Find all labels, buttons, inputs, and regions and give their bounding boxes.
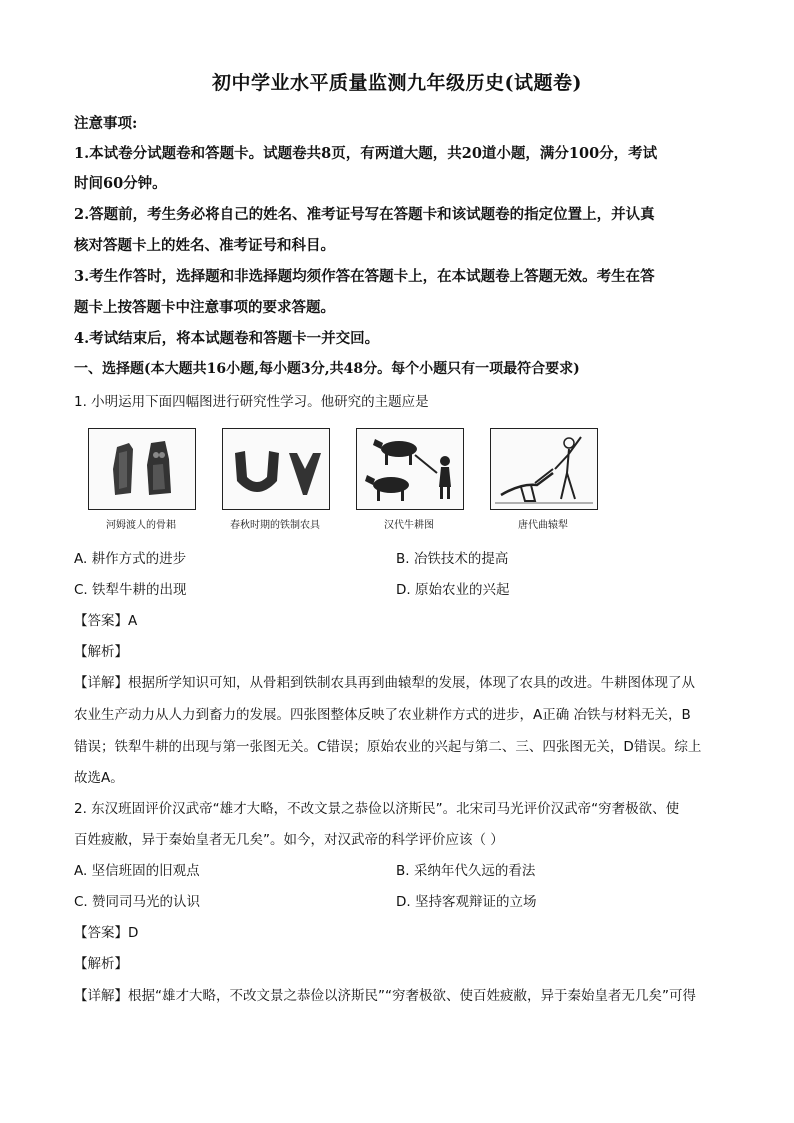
ox-plough-figure: [356, 428, 464, 510]
q1-answer: 【答案】A: [74, 613, 138, 629]
q1-option-c: C. 铁犁牛耕的出现: [74, 582, 187, 598]
notice-1b: 时间60分钟。: [74, 175, 167, 192]
q2-option-b: B. 采纳年代久远的看法: [396, 863, 536, 879]
iron-tools-figure: [222, 428, 330, 510]
caption-3: 汉代牛耕图: [384, 520, 434, 531]
bone-spade-figure: [88, 428, 196, 510]
page-title: 初中学业水平质量监测九年级历史(试题卷): [212, 72, 582, 94]
notice-3a: 3.考生作答时，选择题和非选择题均须作答在答题卡上，在本试题卷上答题无效。考生在答: [74, 268, 655, 285]
q2-analysis: 【解析】: [74, 956, 128, 972]
q2-answer: 【答案】D: [74, 925, 139, 941]
notice-4: 4.考试结束后，将本试题卷和答题卡一并交回。: [74, 330, 380, 347]
q1-option-d: D. 原始农业的兴起: [396, 582, 510, 598]
q2-stem-2: 百姓疲敝，异于秦始皇者无几矣”。如今，对汉武帝的科学评价应该（ ）: [74, 832, 504, 848]
section-1-heading: 一、选择题(本大题共16小题,每小题3分,共48分。每个小题只有一项最符合要求): [74, 361, 580, 377]
notice-2a: 2.答题前，考生务必将自己的姓名、准考证号写在答题卡和该试题卷的指定位置上，并认真: [74, 206, 655, 223]
caption-1: 河姆渡人的骨耜: [106, 520, 176, 531]
notice-heading: 注意事项:: [74, 115, 138, 132]
q2-option-c: C. 赞同司马光的认识: [74, 894, 201, 910]
q1-detail-2: 农业生产动力从人力到畜力的发展。四张图整体反映了农业耕作方式的进步，A正确 冶铁与材料无关，B: [74, 707, 691, 723]
q2-stem-1: 2. 东汉班固评价汉武帝“雄才大略，不改文景之恭俭以济斯民”。北宋司马光评价汉武帝“穷奢极欲、使: [74, 801, 680, 817]
q1-detail-3: 错误；铁犁牛耕的出现与第一张图无关。C错误；原始农业的兴起与第二、三、四张图无关，D错误。综上: [74, 739, 702, 755]
q1-option-b: B. 冶铁技术的提高: [396, 551, 509, 567]
q1-stem: 1. 小明运用下面四幅图进行研究性学习。他研究的主题应是: [74, 394, 429, 410]
caption-2: 春秋时期的铁制农具: [230, 520, 320, 531]
q1-figures: [88, 428, 600, 538]
notice-3b: 题卡上按答题卡中注意事项的要求答题。: [74, 299, 335, 316]
q1-analysis: 【解析】: [74, 644, 128, 660]
curved-plough-figure: [490, 428, 598, 510]
q2-detail-1: 【详解】根据“雄才大略，不改文景之恭俭以济斯民”“穷奢极欲、使百姓疲敝，异于秦始皇者无几矣”可得: [74, 988, 696, 1004]
q1-detail-1: 【详解】根据所学知识可知，从骨耜到铁制农具再到曲辕犁的发展，体现了农具的改进。牛耕图体现了从: [74, 675, 695, 691]
q1-option-a: A. 耕作方式的进步: [74, 551, 187, 567]
q2-option-a: A. 坚信班固的旧观点: [74, 863, 200, 879]
notice-1a: 1.本试卷分试题卷和答题卡。试题卷共8页，有两道大题，共20道小题，满分100分，考试: [74, 145, 658, 162]
q2-option-d: D. 坚持客观辩证的立场: [396, 894, 537, 910]
caption-4: 唐代曲辕犁: [518, 520, 568, 531]
q1-detail-4: 故选A。: [74, 770, 124, 786]
notice-2b: 核对答题卡上的姓名、准考证号和科目。: [74, 237, 335, 254]
